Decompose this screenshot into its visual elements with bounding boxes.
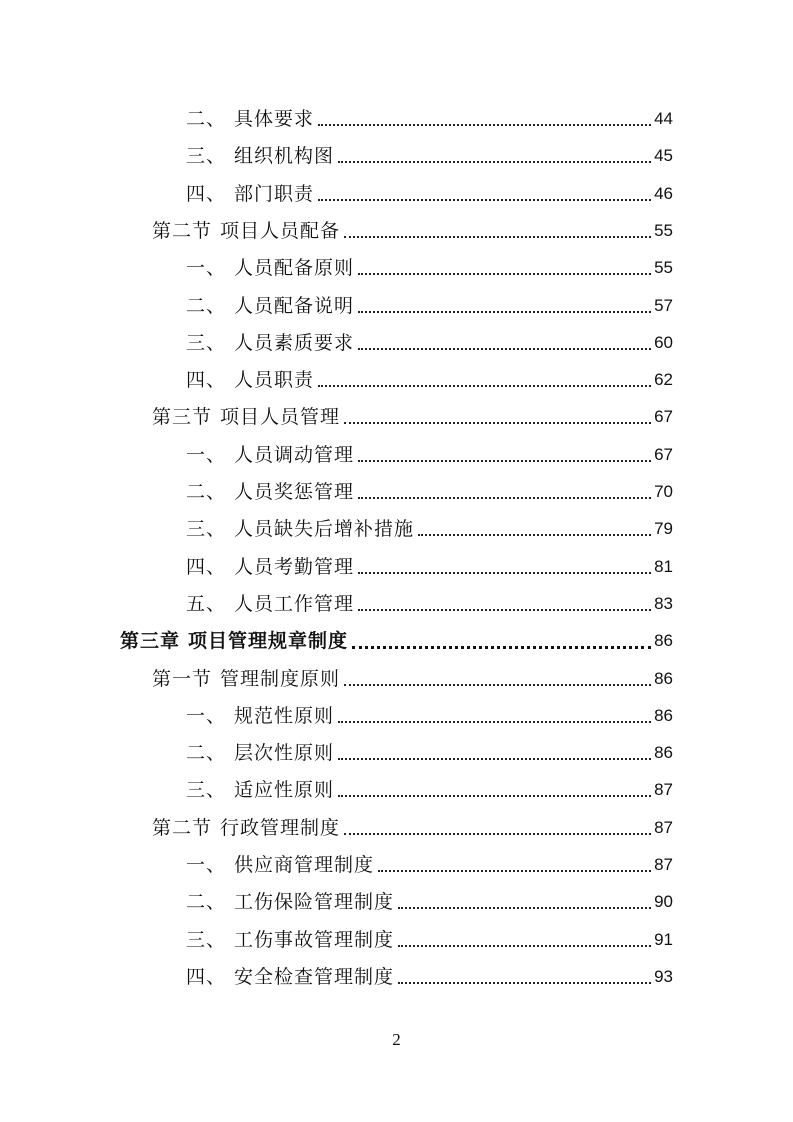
toc-entry-page: 62	[654, 370, 673, 390]
toc-entry-item[interactable]	[186, 141, 673, 171]
toc-entry-title: 行政管理制度	[220, 816, 341, 839]
toc-entry-number: 二、	[186, 742, 227, 765]
toc-entry-page: 67	[654, 444, 673, 464]
toc-entry-page: 86	[654, 743, 673, 763]
toc-dot-leader	[338, 161, 651, 163]
toc-entry-number: 第三章	[120, 630, 181, 653]
toc-dot-leader	[338, 758, 651, 760]
toc-entry-label	[186, 365, 314, 395]
toc-entry-page: 67	[654, 407, 673, 427]
toc-entry-section[interactable]	[152, 216, 673, 246]
toc-entry-item[interactable]	[186, 850, 673, 880]
toc-dot-leader	[418, 534, 651, 536]
toc-entry-page: 55	[654, 220, 673, 240]
toc-dot-leader	[398, 982, 651, 984]
toc-entry-item[interactable]	[186, 291, 673, 321]
toc-entry-chapter[interactable]	[120, 626, 673, 656]
toc-dot-leader	[358, 460, 651, 462]
toc-entry-label	[186, 440, 354, 470]
toc-entry-page: 46	[654, 183, 673, 203]
toc-entry-label	[186, 887, 394, 917]
toc-entry-title: 人员考勤管理	[234, 555, 355, 578]
toc-entry-label	[186, 141, 334, 171]
toc-entry-title: 项目管理规章制度	[188, 630, 349, 653]
toc-entry-label	[186, 589, 354, 619]
toc-entry-number: 第二节	[152, 816, 213, 839]
toc-entry-item[interactable]	[186, 179, 673, 209]
toc-entry-number: 二、	[186, 294, 227, 317]
toc-dot-leader	[318, 124, 651, 126]
toc-entry-label	[152, 813, 340, 843]
toc-entry-page: 87	[654, 817, 673, 837]
toc-entry-label	[152, 216, 340, 246]
toc-entry-item[interactable]	[186, 477, 673, 507]
toc-entry-number: 一、	[186, 443, 227, 466]
toc-dot-leader	[398, 907, 651, 909]
toc-dot-leader	[358, 311, 651, 313]
toc-entry-number: 三、	[186, 518, 227, 541]
toc-dot-leader	[344, 684, 651, 686]
toc-entry-label	[152, 402, 340, 432]
toc-entry-label	[186, 477, 354, 507]
toc-entry-page: 57	[654, 295, 673, 315]
toc-entry-item[interactable]	[186, 104, 673, 134]
toc-dot-leader	[358, 609, 651, 611]
toc-entry-page: 86	[654, 631, 673, 651]
toc-entry-item[interactable]	[186, 962, 673, 992]
toc-entry-number: 三、	[186, 145, 227, 168]
toc-entry-page: 91	[654, 929, 673, 949]
toc-entry-title: 具体要求	[234, 108, 315, 130]
toc-entry-title: 项目人员配备	[220, 219, 341, 242]
toc-entry-title: 人员配备原则	[234, 257, 355, 280]
toc-entry-item[interactable]	[186, 514, 673, 544]
toc-entry-label	[186, 179, 314, 209]
toc-dot-leader	[318, 199, 651, 201]
toc-entry-title: 组织机构图	[234, 145, 335, 168]
toc-entry-number: 一、	[186, 704, 227, 727]
toc-entry-page: 87	[654, 855, 673, 874]
toc-entry-page: 45	[654, 146, 673, 166]
toc-entry-label	[186, 514, 414, 544]
toc-dot-leader	[358, 348, 651, 350]
toc-entry-number: 一、	[186, 854, 227, 876]
toc-entry-title: 工伤事故管理制度	[234, 928, 395, 951]
toc-entry-title: 规范性原则	[234, 704, 335, 727]
toc-entry-number: 第一节	[152, 667, 213, 690]
toc-entry-item[interactable]	[186, 925, 673, 955]
toc-entry-page: 86	[654, 705, 673, 725]
toc-dot-leader	[338, 721, 651, 723]
toc-entry-title: 项目人员管理	[220, 406, 341, 429]
toc-dot-leader	[352, 646, 651, 649]
toc-entry-label	[186, 552, 354, 582]
toc-entry-title: 人员工作管理	[234, 592, 355, 615]
toc-entry-label	[186, 738, 334, 768]
toc-dot-leader	[344, 833, 651, 835]
toc-entry-title: 适应性原则	[234, 779, 335, 802]
toc-entry-title: 供应商管理制度	[234, 854, 375, 876]
toc-entry-number: 第二节	[152, 219, 213, 242]
toc-entry-title: 人员缺失后增补措施	[234, 518, 415, 541]
toc-entry-page: 87	[654, 780, 673, 800]
toc-entry-label	[186, 291, 354, 321]
toc-entry-label	[186, 328, 354, 358]
toc-entry-number: 四、	[186, 965, 227, 988]
toc-entry-section[interactable]	[152, 402, 673, 432]
toc-entry-title: 人员奖惩管理	[234, 481, 355, 503]
toc-entry-title: 人员配备说明	[234, 294, 355, 317]
toc-entry-title: 人员调动管理	[234, 443, 355, 466]
toc-entry-page: 60	[654, 332, 673, 352]
toc-entry-title: 人员素质要求	[234, 331, 355, 354]
toc-entry-page: 79	[654, 519, 673, 539]
toc-entry-page: 81	[654, 556, 673, 576]
toc-entry-item[interactable]	[186, 253, 673, 283]
toc-entry-page: 86	[654, 668, 673, 688]
toc-entry-title: 人员职责	[234, 369, 315, 392]
toc-entry-section[interactable]	[152, 813, 673, 843]
toc-dot-leader	[378, 870, 651, 872]
toc-entry-number: 二、	[186, 891, 227, 914]
toc-entry-page: 90	[654, 892, 673, 912]
toc-entry-number: 二、	[186, 481, 227, 503]
toc-dot-leader	[358, 572, 651, 574]
toc-dot-leader	[344, 422, 651, 424]
toc-entry-title: 部门职责	[234, 182, 315, 205]
toc-entry-item[interactable]	[186, 589, 673, 619]
toc-dot-leader	[398, 945, 651, 947]
toc-entry-label	[186, 925, 394, 955]
toc-dot-leader	[338, 795, 651, 797]
toc-entry-page: 83	[654, 593, 673, 613]
toc-entry-item[interactable]	[186, 328, 673, 358]
toc-entry-page: 70	[654, 482, 673, 501]
toc-entry-section[interactable]	[152, 664, 673, 694]
toc-entry-item[interactable]	[186, 887, 673, 917]
toc-entry-number: 四、	[186, 369, 227, 392]
toc-entry-number: 三、	[186, 779, 227, 802]
toc-entry-number: 四、	[186, 555, 227, 578]
toc-dot-leader	[358, 497, 651, 499]
toc-entry-label	[120, 626, 348, 656]
toc-entry-number: 五、	[186, 592, 227, 615]
toc-entry-item[interactable]	[186, 365, 673, 395]
toc-entry-page: 44	[654, 109, 673, 128]
toc-entry-label	[186, 701, 334, 731]
toc-entry-item[interactable]	[186, 738, 673, 768]
toc-entry-label	[186, 775, 334, 805]
toc-entry-title: 工伤保险管理制度	[234, 891, 395, 914]
toc-dot-leader	[344, 236, 651, 238]
toc-entry-label	[186, 962, 394, 992]
toc-entry-label	[186, 104, 314, 134]
toc-dot-leader	[358, 273, 651, 275]
toc-entry-title: 管理制度原则	[220, 667, 341, 690]
toc-entry-item[interactable]	[186, 701, 673, 731]
toc-entry-number: 一、	[186, 257, 227, 280]
toc-entry-label	[186, 253, 354, 283]
toc-entry-title: 安全检查管理制度	[234, 965, 395, 988]
toc-entry-item[interactable]	[186, 552, 673, 582]
toc-entry-number: 四、	[186, 182, 227, 205]
toc-entry-number: 三、	[186, 928, 227, 951]
toc-entry-page: 93	[654, 966, 673, 986]
toc-entry-number: 二、	[186, 108, 227, 130]
toc-entry-item[interactable]	[186, 440, 673, 470]
toc-entry-number: 三、	[186, 331, 227, 354]
page-number: 2	[392, 1030, 401, 1049]
toc-entry-title: 层次性原则	[234, 742, 335, 765]
toc-dot-leader	[318, 385, 651, 387]
toc-entry-number: 第三节	[152, 406, 213, 429]
toc-entry-page: 55	[654, 258, 673, 278]
toc-entry-item[interactable]	[186, 775, 673, 805]
toc-entry-label	[186, 850, 374, 880]
toc-entry-label	[152, 664, 340, 694]
